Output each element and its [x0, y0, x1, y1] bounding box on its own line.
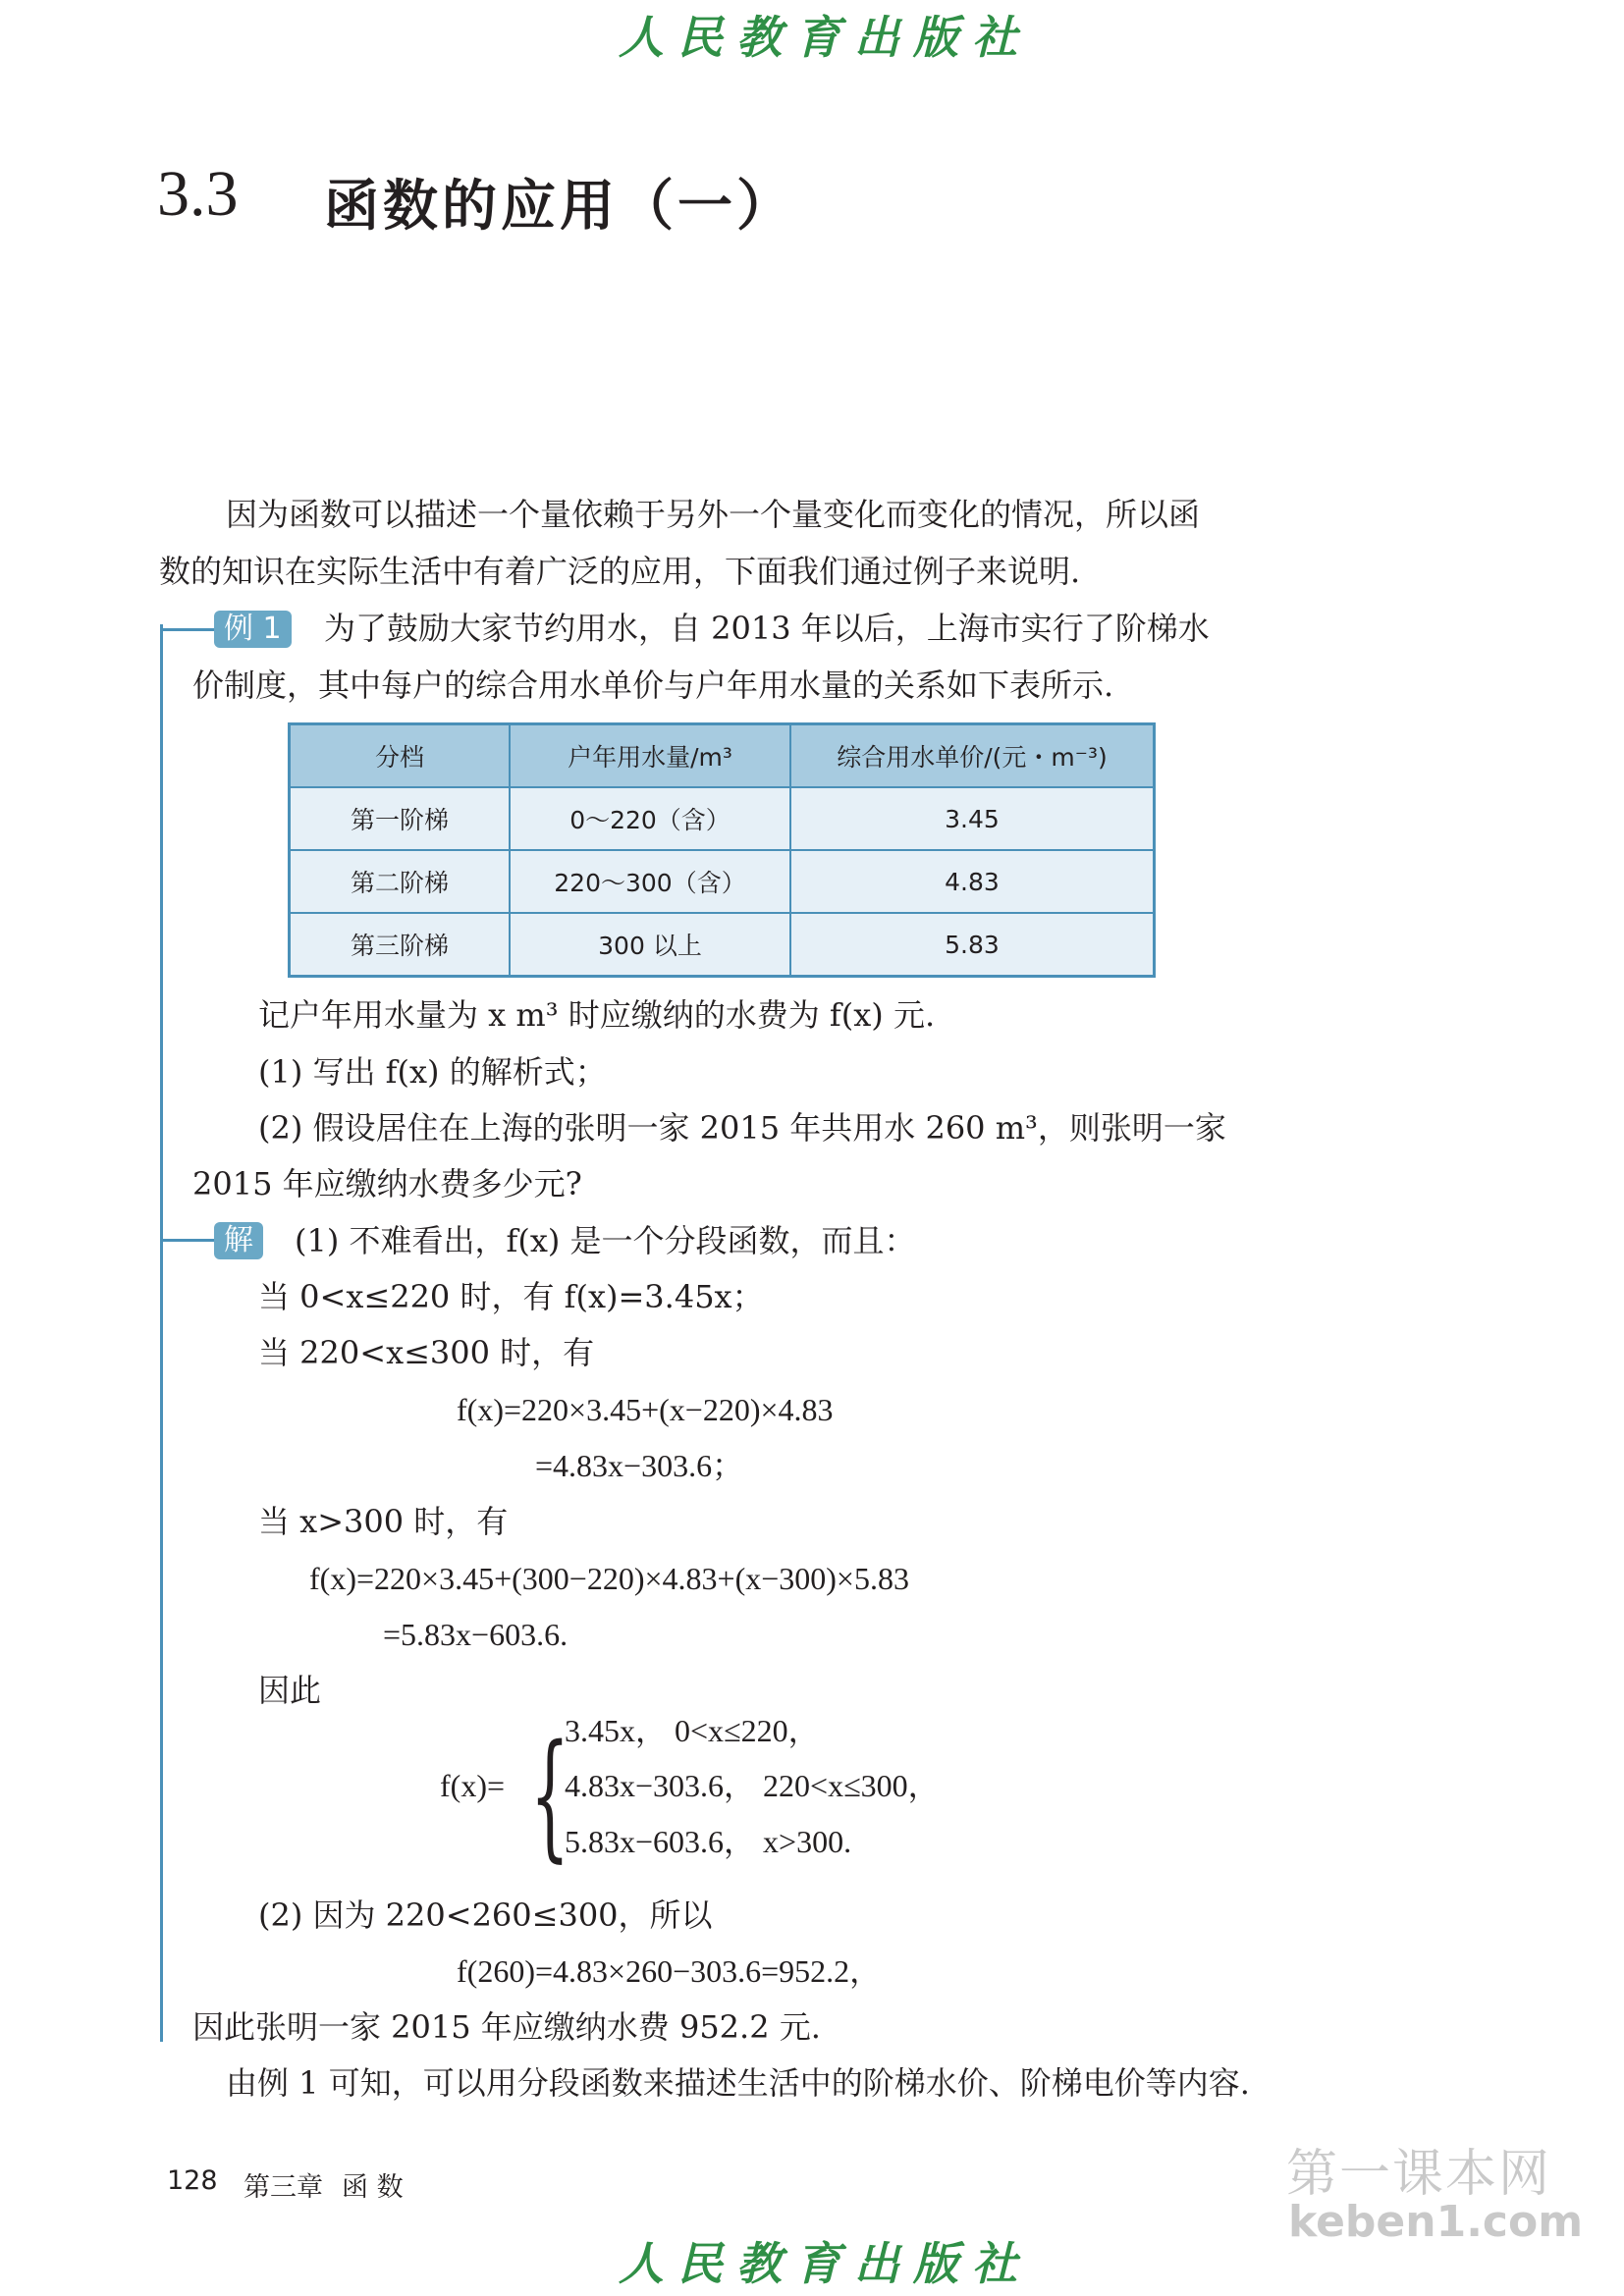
example-text-1: 为了鼓励大家节约用水，自 2013 年以后，上海市实行了阶梯水: [324, 610, 1210, 647]
example-tag: 例 1: [214, 611, 292, 648]
piecewise-lhs: f(x)=: [440, 1768, 506, 1803]
publisher-footer: 人民教育出版社: [619, 2237, 1031, 2290]
piecewise-case-1: 3.45x， 0<x≤220，: [565, 1713, 820, 1748]
table-header: 户年用水量/m³: [510, 724, 790, 788]
section-number: 3.3: [157, 158, 239, 230]
section-title: 函数的应用（一）: [324, 175, 795, 239]
solution-part-2: (2) 因为 220<260≤300，所以: [258, 1896, 713, 1934]
case-2: 当 220<x≤300 时，有: [258, 1334, 595, 1371]
watermark-name: 第一课本网: [1286, 2145, 1552, 2204]
table-cell: 300 以上: [510, 913, 790, 977]
case-3: 当 x>300 时，有: [258, 1503, 509, 1540]
solution-bracket-mark: [160, 1239, 214, 1242]
example-bracket-top: [160, 628, 214, 631]
example-text-2: 价制度，其中每户的综合用水单价与户年用水量的关系如下表所示.: [192, 667, 1114, 704]
intro-line-2: 数的知识在实际生活中有着广泛的应用，下面我们通过例子来说明.: [159, 553, 1081, 590]
example-bracket-line: [160, 624, 163, 2042]
piecewise-case-3: 5.83x−603.6， x>300.: [565, 1824, 852, 1859]
publisher-header: 人民教育出版社: [619, 11, 1031, 64]
table-cell: 220～300（含）: [510, 850, 790, 913]
table-row: [290, 787, 1155, 850]
table-cell: 0～220（含）: [510, 787, 790, 850]
water-price-table: [288, 722, 1156, 978]
case-2-equation-a: f(x)=220×3.45+(x−220)×4.83: [457, 1392, 834, 1427]
chapter-title: 函 数: [342, 2172, 404, 2203]
case-1: 当 0<x≤220 时，有 f(x)=3.45x；: [258, 1278, 764, 1315]
watermark-url: keben1.com: [1288, 2197, 1584, 2247]
case-3-equation-a: f(x)=220×3.45+(300−220)×4.83+(x−300)×5.83: [309, 1561, 909, 1596]
intro-line-1: 因为函数可以描述一个量依赖于另外一个量变化而变化的情况，所以函: [226, 496, 1201, 533]
table-cell: 第三阶梯: [290, 913, 511, 977]
chapter-label: 第三章: [244, 2172, 323, 2203]
table-header: 分档: [290, 724, 511, 788]
case-3-equation-b: =5.83x−603.6.: [383, 1617, 568, 1652]
solution-conclusion: 因此张明一家 2015 年应缴纳水费 952.2 元.: [192, 2008, 821, 2046]
case-2-equation-b: =4.83x−303.6；: [535, 1448, 744, 1483]
question-2-line-2: 2015 年应缴纳水费多少元?: [192, 1165, 582, 1202]
table-header-row: [290, 724, 1155, 788]
solution-tag: 解: [214, 1222, 263, 1259]
table-cell: 3.45: [790, 787, 1155, 850]
table-cell: 4.83: [790, 850, 1155, 913]
piecewise-brace: {: [530, 1716, 570, 1876]
table-header: 综合用水单价/(元・m⁻³): [790, 724, 1155, 788]
table-row: [290, 913, 1155, 977]
problem-statement: 记户年用水量为 x m³ 时应缴纳的水费为 f(x) 元.: [258, 996, 936, 1034]
part-2-equation: f(260)=4.83×260−303.6=952.2，: [457, 1953, 882, 1989]
solution-part-1: (1) 不难看出，f(x) 是一个分段函数，而且：: [295, 1222, 916, 1259]
table-row: [290, 850, 1155, 913]
table-cell: 5.83: [790, 913, 1155, 977]
question-1: (1) 写出 f(x) 的解析式；: [258, 1053, 607, 1091]
piecewise-case-2: 4.83x−303.6， 220<x≤300，: [565, 1768, 940, 1803]
closing-remark: 由例 1 可知，可以用分段函数来描述生活中的阶梯水价、阶梯电价等内容.: [226, 2064, 1250, 2102]
table-cell: 第二阶梯: [290, 850, 511, 913]
page-number: 128: [167, 2165, 218, 2196]
table-cell: 第一阶梯: [290, 787, 511, 850]
question-2-line-1: (2) 假设居住在上海的张明一家 2015 年共用水 260 m³，则张明一家: [258, 1109, 1226, 1147]
therefore-text: 因此: [258, 1672, 322, 1709]
